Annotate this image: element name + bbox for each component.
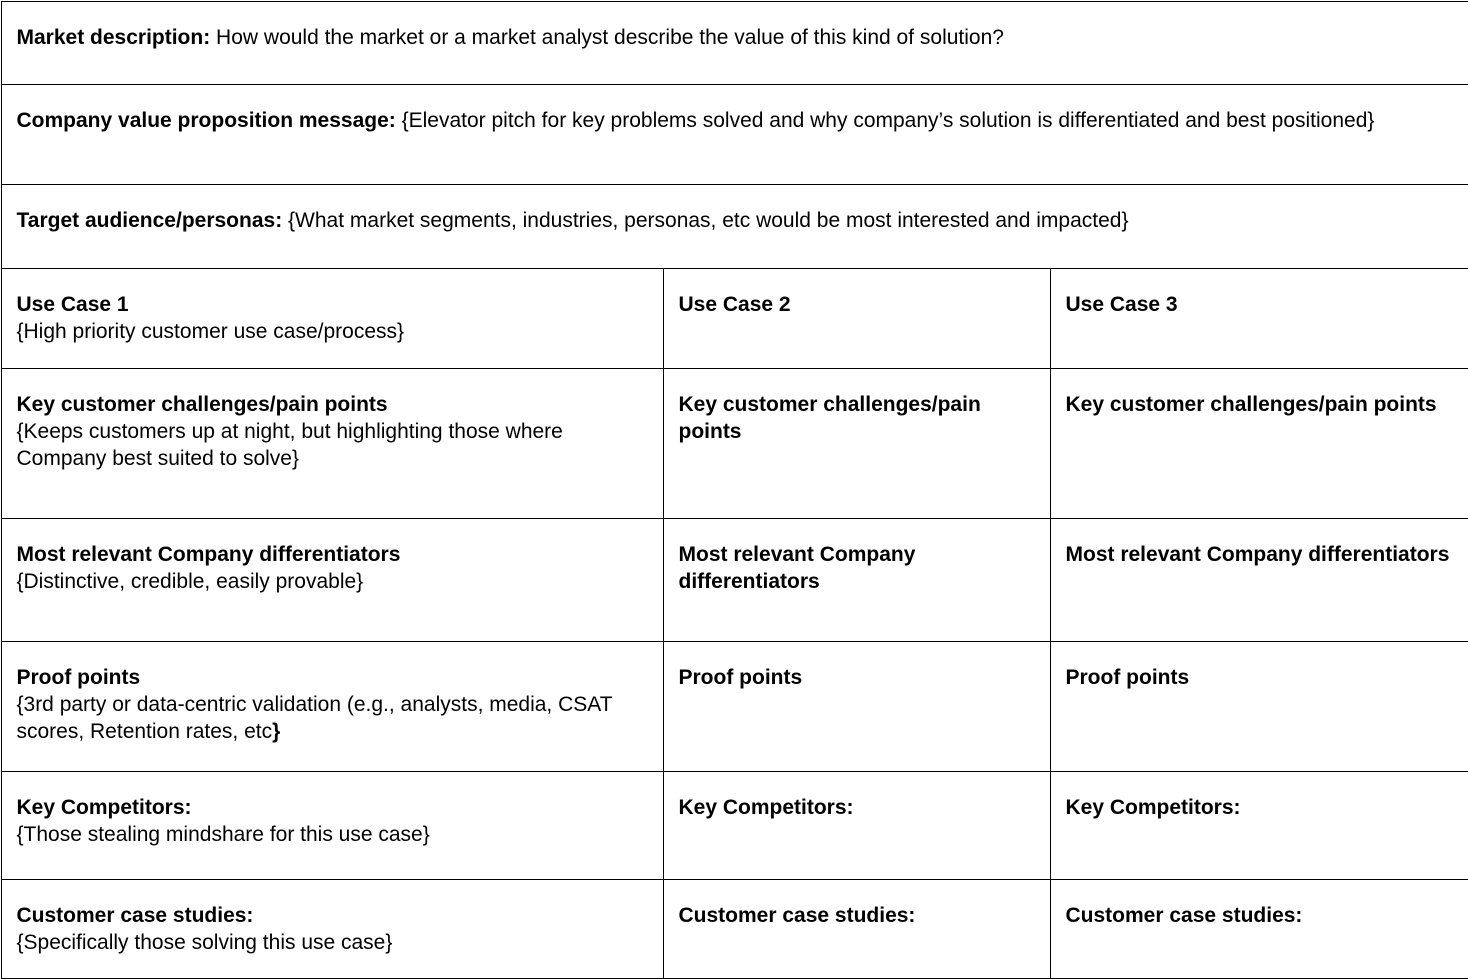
proof-points-closing-brace: } — [272, 720, 280, 743]
market-description-cell[interactable] — [1, 1, 1468, 84]
competitors-cell-2[interactable] — [663, 771, 1050, 879]
proof-points-description: {3rd party or data-centric validation (e.g., analysts, media, CSAT scores, Retention rates, etc — [17, 693, 613, 743]
proof-points-title: Proof points — [679, 664, 1036, 691]
differentiators-title: Most relevant Company differentiators — [1066, 541, 1454, 568]
case-studies-title: Customer case studies: — [17, 902, 649, 929]
proof-points-description-wrap — [17, 691, 649, 745]
competitors-title: Key Competitors: — [1066, 794, 1454, 821]
pain-points-cell-2[interactable] — [663, 368, 1050, 518]
target-audience-row — [1, 184, 1468, 268]
target-audience-label: Target audience/personas: — [17, 209, 283, 232]
differentiators-cell-2[interactable] — [663, 518, 1050, 641]
competitors-title: Key Competitors: — [17, 794, 649, 821]
case-studies-description: {Specifically those solving this use case} — [17, 929, 649, 956]
use-case-3-title: Use Case 3 — [1066, 291, 1454, 318]
use-case-1-description: {High priority customer use case/process} — [17, 318, 649, 345]
proof-points-row — [1, 641, 1468, 771]
differentiators-description: {Distinctive, credible, easily provable} — [17, 568, 649, 595]
pain-points-row — [1, 368, 1468, 518]
proof-points-cell-1[interactable] — [1, 641, 663, 771]
proof-points-title: Proof points — [17, 664, 649, 691]
messaging-framework-document — [0, 1, 1468, 979]
proof-points-cell-2[interactable] — [663, 641, 1050, 771]
case-studies-row — [1, 879, 1468, 978]
use-case-2-cell[interactable] — [663, 268, 1050, 368]
competitors-cell-3[interactable] — [1050, 771, 1468, 879]
competitors-row — [1, 771, 1468, 879]
market-description-label: Market description: — [17, 26, 211, 49]
differentiators-title: Most relevant Company differentiators — [679, 541, 1036, 595]
differentiators-cell-1[interactable] — [1, 518, 663, 641]
value-proposition-label: Company value proposition message: — [17, 109, 396, 132]
competitors-title: Key Competitors: — [679, 794, 1036, 821]
competitors-description: {Those stealing mindshare for this use case} — [17, 821, 649, 848]
use-case-1-cell[interactable] — [1, 268, 663, 368]
differentiators-title: Most relevant Company differentiators — [17, 541, 649, 568]
target-audience-text: {What market segments, industries, personas, etc would be most interested and impacted} — [282, 209, 1128, 232]
case-studies-title: Customer case studies: — [1066, 902, 1454, 929]
use-case-2-title: Use Case 2 — [679, 291, 1036, 318]
case-studies-cell-2[interactable] — [663, 879, 1050, 978]
messaging-framework-table — [1, 1, 1468, 979]
proof-points-cell-3[interactable] — [1050, 641, 1468, 771]
value-proposition-text: {Elevator pitch for key problems solved and why company’s solution is differentiated and best positioned} — [396, 109, 1375, 132]
differentiators-cell-3[interactable] — [1050, 518, 1468, 641]
pain-points-description: {Keeps customers up at night, but highlighting those where Company best suited to solve} — [17, 418, 649, 472]
use-case-header-row — [1, 268, 1468, 368]
case-studies-title: Customer case studies: — [679, 902, 1036, 929]
target-audience-cell[interactable] — [1, 184, 1468, 268]
differentiators-row — [1, 518, 1468, 641]
pain-points-cell-3[interactable] — [1050, 368, 1468, 518]
value-proposition-cell[interactable] — [1, 84, 1468, 184]
pain-points-title: Key customer challenges/pain points — [17, 391, 649, 418]
value-proposition-row — [1, 84, 1468, 184]
use-case-1-title: Use Case 1 — [17, 291, 649, 318]
case-studies-cell-1[interactable] — [1, 879, 663, 978]
case-studies-cell-3[interactable] — [1050, 879, 1468, 978]
market-description-row — [1, 1, 1468, 84]
competitors-cell-1[interactable] — [1, 771, 663, 879]
pain-points-cell-1[interactable] — [1, 368, 663, 518]
market-description-text: How would the market or a market analyst describe the value of this kind of solution? — [210, 26, 1004, 49]
proof-points-title: Proof points — [1066, 664, 1454, 691]
use-case-3-cell[interactable] — [1050, 268, 1468, 368]
pain-points-title: Key customer challenges/pain points — [1066, 391, 1454, 418]
pain-points-title: Key customer challenges/pain points — [679, 391, 1036, 445]
